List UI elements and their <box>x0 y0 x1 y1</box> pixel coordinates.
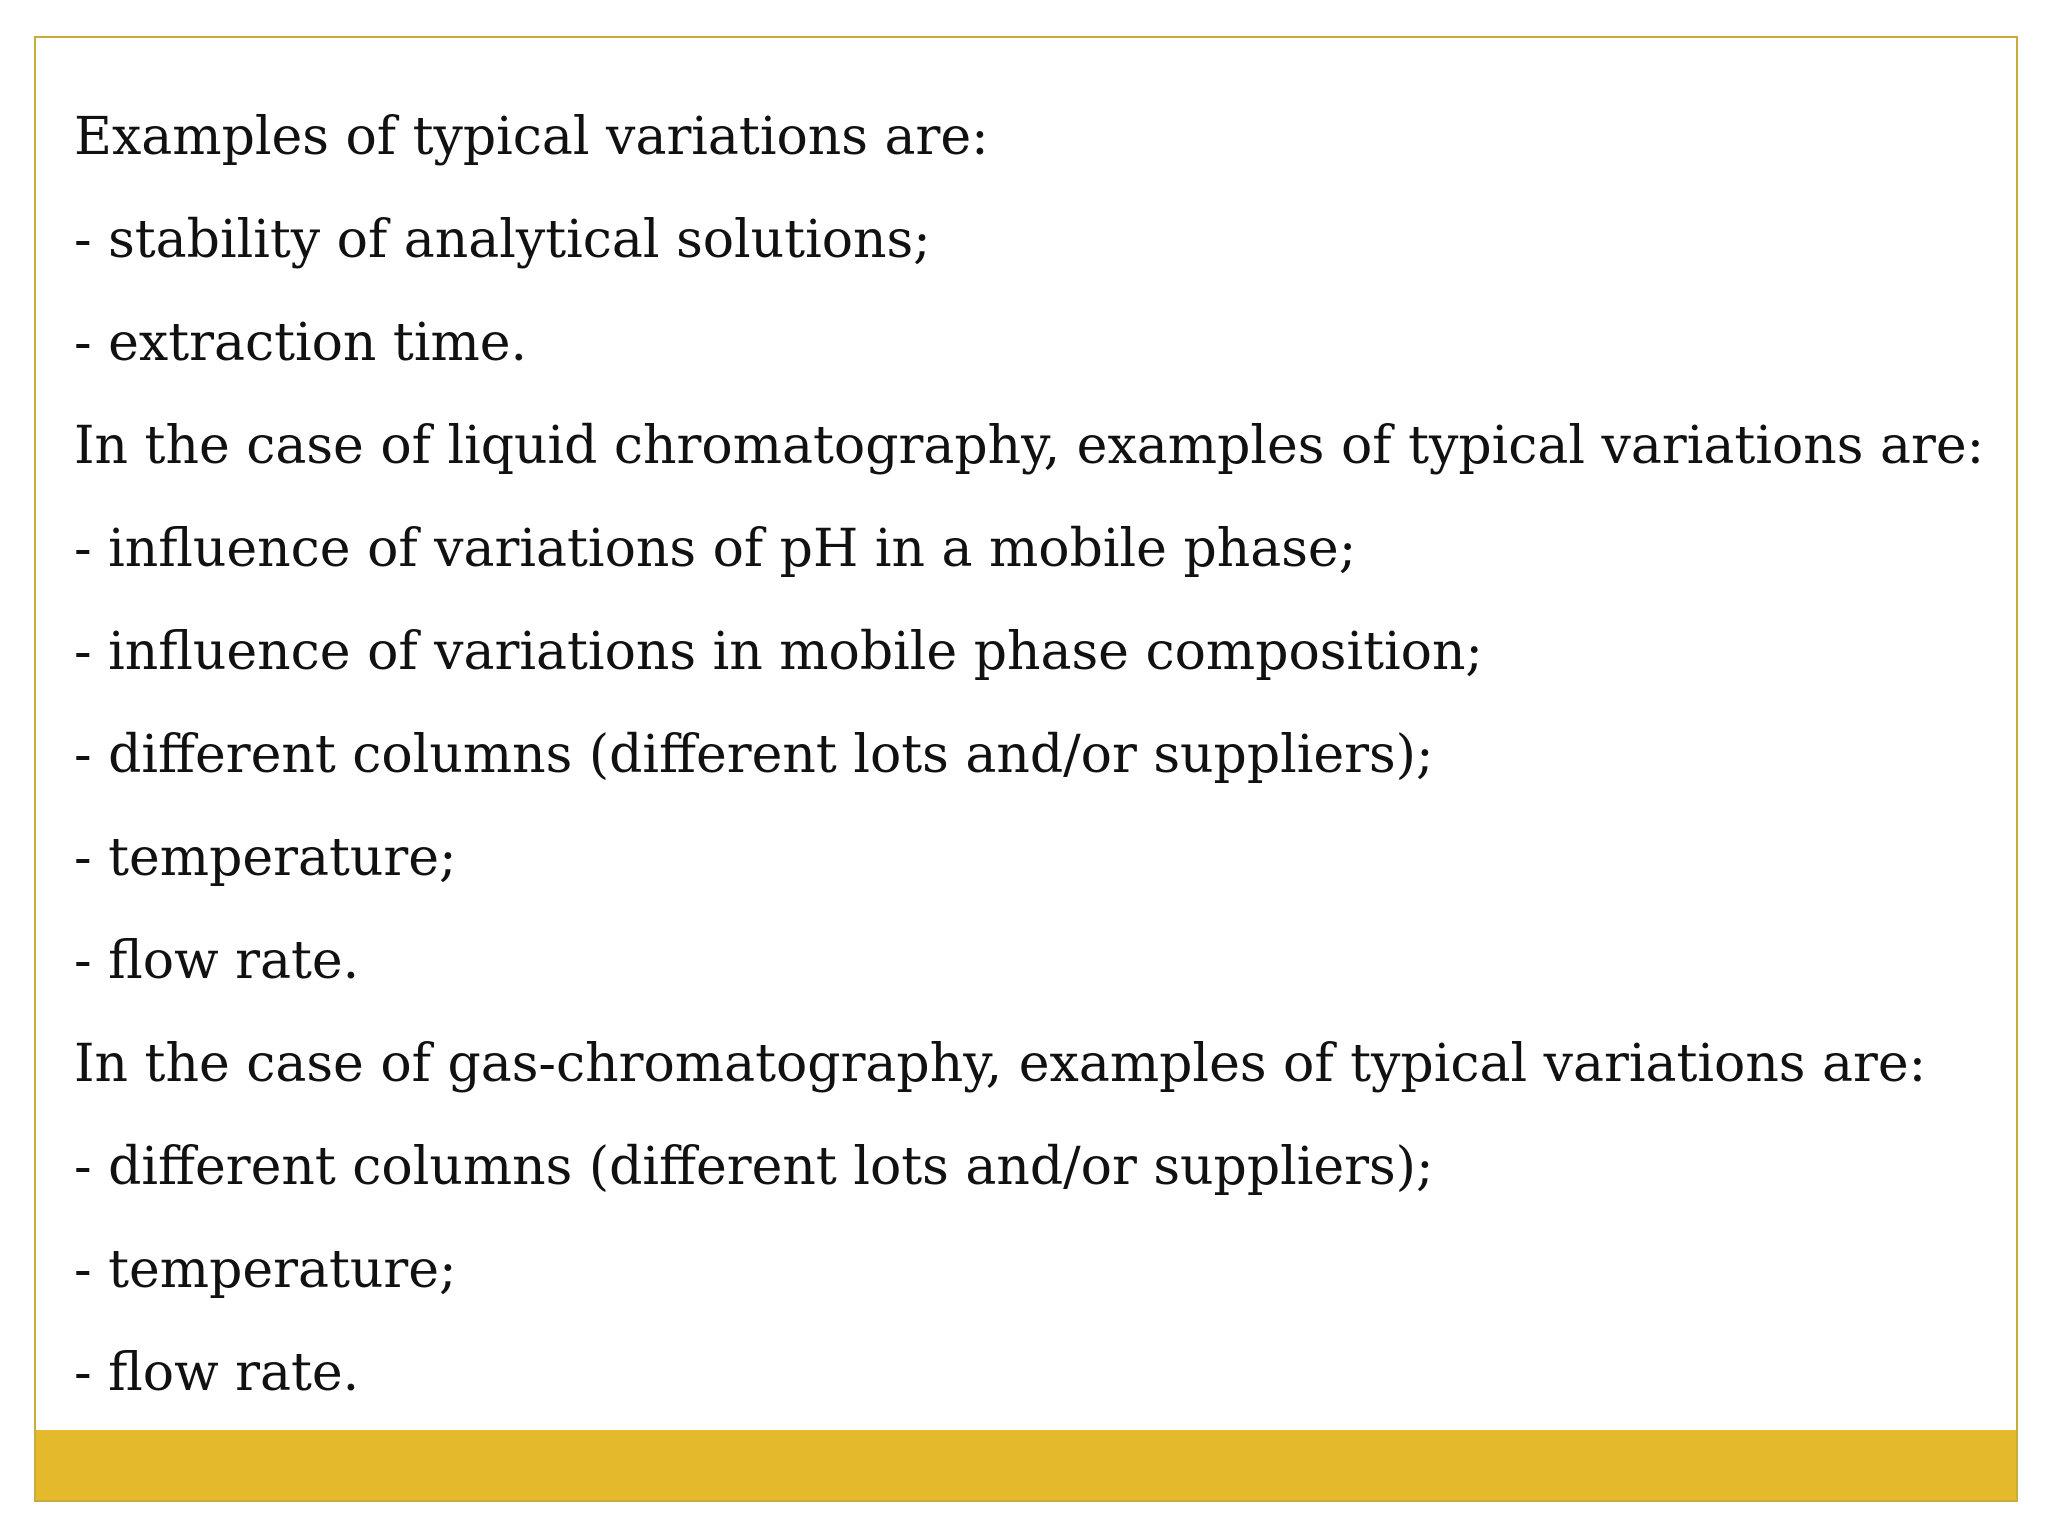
list-item: - temperature; <box>74 828 457 888</box>
section-heading-gas-chromatography: In the case of gas-chromatography, examples of typical variations are: <box>74 1034 1927 1094</box>
list-item: - flow rate. <box>74 931 360 991</box>
intro-line: Examples of typical variations are: <box>74 107 989 167</box>
footer-accent-bar <box>36 1430 2016 1500</box>
list-item: - different columns (different lots and/or suppliers); <box>74 1137 1434 1197</box>
list-item: - different columns (different lots and/or suppliers); <box>74 725 1434 785</box>
list-item: - influence of variations in mobile phase composition; <box>74 622 1483 682</box>
list-item: - influence of variations of pH in a mobile phase; <box>74 519 1357 579</box>
slide-text-body <box>74 86 1985 1425</box>
list-item: - flow rate. <box>74 1343 360 1403</box>
section-heading-liquid-chromatography: In the case of liquid chromatography, examples of typical variations are: <box>74 416 1985 476</box>
slide-frame <box>34 36 2018 1502</box>
list-item: - extraction time. <box>74 313 528 373</box>
list-item: - stability of analytical solutions; <box>74 210 931 270</box>
list-item: - temperature; <box>74 1240 457 1300</box>
